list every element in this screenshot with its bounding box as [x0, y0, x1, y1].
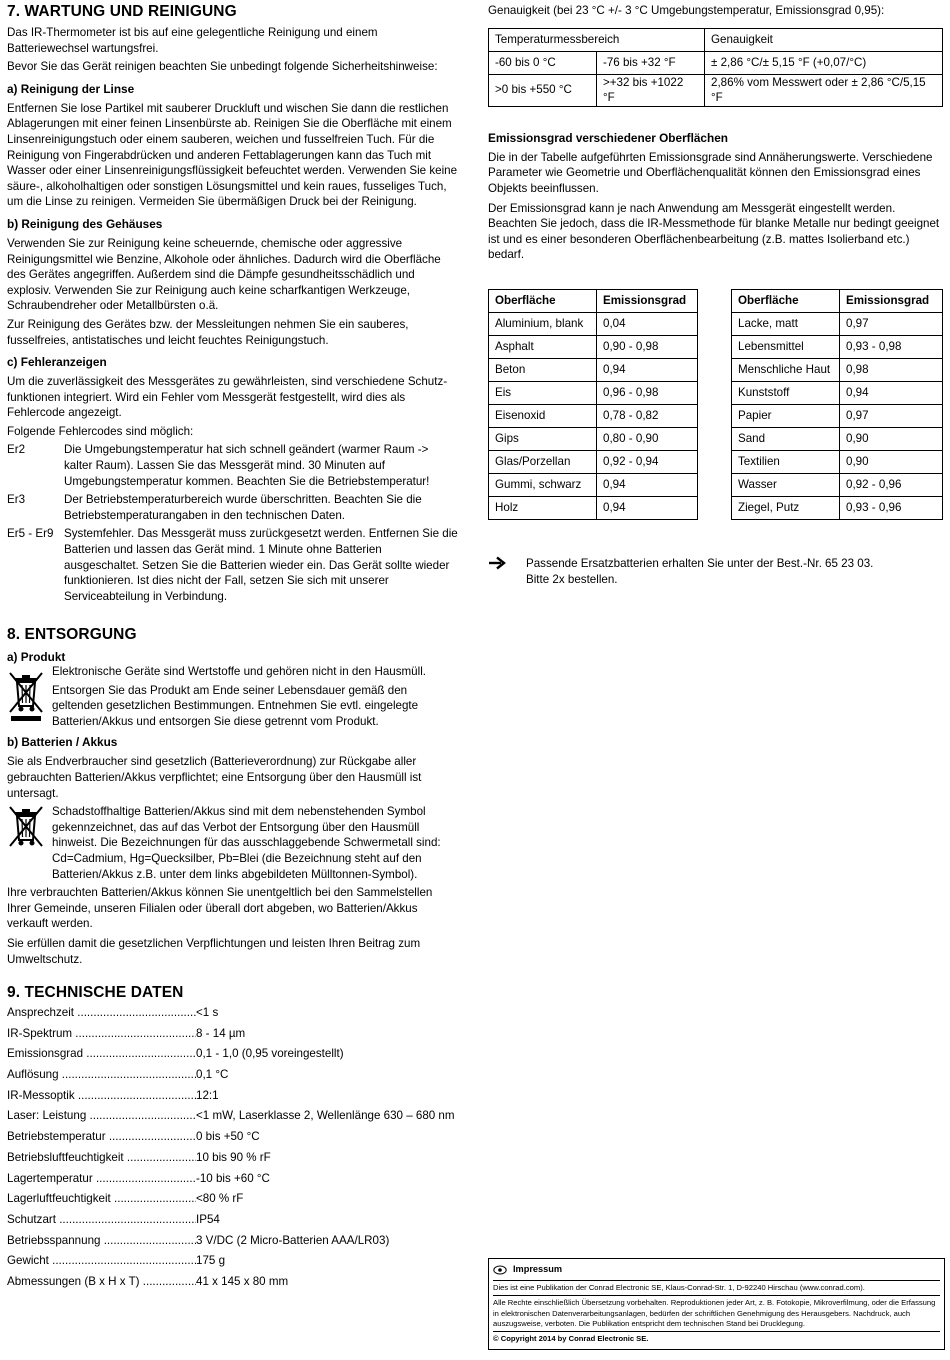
table-cell: 0,92 - 0,96	[840, 473, 943, 496]
accuracy-table	[488, 28, 943, 107]
table-header: Oberfläche	[732, 289, 840, 312]
paragraph: Die in der Tabelle aufgeführten Emissionsgrade sind Annäherungswerte. Verschiedene Parameter wie Geometrie und Oberflächenqualität können den Emissionsgrad eines Objekts beeinflussen.	[488, 150, 933, 195]
table-cell: 0,98	[840, 358, 943, 381]
table-header-row	[489, 28, 943, 51]
paragraph: Sie als Endverbraucher sind gesetzlich (Batterieverordnung) zur Rückgabe aller gebrauchten Batterien/Akkus verpflichtet; eine Entsorgung über den Hausmüll ist untersagt.	[7, 755, 422, 800]
error-code: Er2	[7, 443, 26, 457]
table-cell: -60 bis 0 °C	[489, 51, 597, 74]
table-cell: Wasser	[732, 473, 840, 496]
eye-icon	[493, 1265, 507, 1275]
tech-row	[7, 1189, 459, 1210]
error-item	[7, 442, 459, 489]
paragraph: Der Emissionsgrad kann je nach Anwendung am Messgerät eingestellt werden. Beachten Sie jedoch, dass die IR-Messmethode für blanke Metalle nur bedingt geeignet ist und es einer besonderen Oberflächenbearbeitung (z.B. mattes Isolierband etc.) bedarf.	[488, 201, 940, 262]
tech-value: 0 bis +50 °C	[196, 1130, 260, 1144]
section-wartung	[7, 3, 459, 604]
tech-value: 41 x 145 x 80 mm	[196, 1274, 289, 1288]
table-cell: Glas/Porzellan	[489, 450, 597, 473]
subsection-title: b) Reinigung des Gehäuses	[7, 216, 163, 231]
tech-row	[7, 1106, 459, 1127]
paragraph: Sie erfüllen damit die gesetzlichen Verpflichtungen und leisten Ihren Beitrag zum Umweltschutz.	[7, 936, 421, 966]
tech-row	[7, 1231, 459, 1252]
impressum-box	[488, 1258, 945, 1350]
tech-value: <1 mW, Laserklasse 2, Wellenlänge 630 – 680 nm	[196, 1109, 455, 1123]
table-cell: Ziegel, Putz	[732, 496, 840, 519]
impressum-rights: Alle Rechte einschließlich Übersetzung vorbehalten. Reproduktionen jeder Art, z. B. Fotokopie, Mikroverfilmung, oder die Erfassung in elektronischen Datenverarbeitungsanlagen, bedürfen der schriftlichen Genehmigung des Herausgebers. Nachdruck, auch auszugsweise, verboten. Die Publikation entspricht dem technischen Stand bei Drucklegung.	[493, 1295, 940, 1331]
tech-value: 3 V/DC (2 Micro-Batterien AAA/LR03)	[196, 1233, 390, 1247]
arrow-right-icon	[488, 556, 526, 587]
table-cell: 0,97	[840, 312, 943, 335]
tech-key: Betriebsspannung .....	[7, 1231, 196, 1252]
table-cell: Lebensmittel	[732, 335, 840, 358]
table-cell: Lacke, matt	[732, 312, 840, 335]
error-list	[7, 442, 459, 604]
subsection-title: Emissionsgrad verschiedener Oberflächen	[488, 130, 728, 145]
section-entsorgung	[7, 626, 459, 967]
table-cell: 0,90 - 0,98	[597, 335, 698, 358]
paragraph: Ihre verbrauchten Batterien/Akkus können Sie unentgeltlich bei den Sammelstellen Ihrer Gemeinde, unseren Filialen oder überall dort abgeben, wo Batterien/Akkus verkauft werden.	[7, 886, 433, 931]
tech-row	[7, 1086, 459, 1107]
table-header: Emissionsgrad	[597, 289, 698, 312]
impressum-copyright: © Copyright 2014 by Conrad Electronic SE.	[493, 1331, 940, 1346]
tech-value: IP54	[196, 1212, 220, 1226]
crossed-out-bin-icon	[7, 670, 52, 729]
table-row	[732, 473, 943, 496]
table-cell: Gips	[489, 427, 597, 450]
paragraph: Verwenden Sie zur Reinigung keine scheuernde, chemische oder aggressive Reinigungsmittel wie Benzine, Alkohole oder ähnliches. Dadurch wird die Oberfläche des Gerätes angegriffen. Außerdem sind die Dämpfe gesundheitsschädlich und explosiv. Verwenden Sie zur Reinigung auch keine scharfkantigen Werkzeuge, Schraubendreher oder Metallbürsten o.ä.	[7, 236, 441, 313]
table-cell: 0,96 - 0,98	[597, 381, 698, 404]
impressum-header	[489, 1259, 944, 1280]
produkt-block	[7, 665, 459, 729]
error-text: Systemfehler. Das Messgerät muss zurückgesetzt werden. Entfernen Sie die Batterien und lassen das Gerät mind. 1 Minute ohne Batterien ausgeschaltet. Setzen Sie die Batterien wieder ein. Das Gerät sollte wieder funktionieren. Ist dies nicht der Fall, setzen Sie sich mit unserer Serviceabteilung in Verbindung.	[64, 527, 458, 603]
table-row	[732, 312, 943, 335]
tech-key: Laser: Leistung .....	[7, 1106, 196, 1127]
tech-value: 0,1 - 1,0 (0,95 voreingestellt)	[196, 1047, 344, 1061]
tech-key: Auflösung .....	[7, 1065, 196, 1086]
tech-row	[7, 1024, 459, 1045]
table-cell: >+32 bis +1022 °F	[597, 74, 705, 106]
paragraph: Bitte 2x bestellen.	[526, 572, 618, 586]
table-cell: -76 bis +32 °F	[597, 51, 705, 74]
tech-key: Gewicht .....	[7, 1251, 196, 1272]
tech-key: Schutzart .....	[7, 1210, 196, 1231]
ersatz-note	[488, 556, 943, 587]
section-title: 8. ENTSORGUNG	[7, 626, 137, 643]
table-row	[489, 450, 698, 473]
table-header: Genauigkeit	[705, 28, 943, 51]
paragraph: Folgende Fehlercodes sind möglich:	[7, 424, 194, 438]
table-header: Temperaturmessbereich	[489, 28, 705, 51]
table-cell: 2,86% vom Messwert oder ± 2,86 °C/5,15 °F	[705, 74, 943, 106]
table-cell: 0,90	[840, 450, 943, 473]
table-header: Emissionsgrad	[840, 289, 943, 312]
tech-key: Ansprechzeit .....	[7, 1003, 196, 1024]
table-cell: ± 2,86 °C/± 5,15 °F (+0,07/°C)	[705, 51, 943, 74]
table-cell: 0,93 - 0,96	[840, 496, 943, 519]
table-row	[489, 335, 698, 358]
tech-row	[7, 1210, 459, 1231]
paragraph: Entfernen Sie lose Partikel mit sauberer Druckluft und wischen Sie dann die restlichen Ablagerungen mit einer feinen Linsenbürste ab. Reinigen Sie die Oberfläche mit einem Linsenreinigungstuch oder einem sauberen, weichen und fusselfreien Tuch. Für die Reinigung von Fingerabdrücken und anderen Fettablagerungen kann das Tuch mit Wasser oder einer Linsenreinigungsflüssigkeit befeuchtet werden. Verwenden Sie keine säure-, alkoholhaltigen oder sonstigen Lösungsmittel und kein raues, fusseliges Tuch, um die Linse zu reinigen. Vermeiden Sie übermäßigen Druck bei der Reinigung.	[7, 101, 458, 209]
error-item	[7, 526, 459, 604]
crossed-out-bin-icon	[7, 804, 52, 882]
error-text: Die Umgebungstemperatur hat sich schnell geändert (warmer Raum -> kalter Raum). Lassen Sie das Messgerät mind. 30 Minuten auf Umgebungstemperatur kommen. Beachten Sie die Betriebstemperatur!	[64, 443, 430, 488]
table-cell: Aluminium, blank	[489, 312, 597, 335]
tech-key: Emissionsgrad .....	[7, 1044, 196, 1065]
table-cell: 0,97	[840, 404, 943, 427]
tech-key: IR-Spektrum .....	[7, 1024, 196, 1045]
tech-value: <80 % rF	[196, 1192, 244, 1206]
tech-value: 12:1	[196, 1088, 219, 1102]
table-row	[732, 358, 943, 381]
table-row	[489, 473, 698, 496]
tech-key: Betriebstemperatur .....	[7, 1127, 196, 1148]
table-cell: Asphalt	[489, 335, 597, 358]
table-row	[732, 381, 943, 404]
tech-key: Abmessungen (B x H x T) .....	[7, 1272, 196, 1293]
table-row	[489, 427, 698, 450]
table-row	[489, 496, 698, 519]
table-cell: 0,94	[840, 381, 943, 404]
table-row	[489, 51, 943, 74]
table-header-row	[732, 289, 943, 312]
table-cell: >0 bis +550 °C	[489, 74, 597, 106]
impressum-title: Impressum	[513, 1264, 563, 1275]
paragraph: Passende Ersatzbatterien erhalten Sie unter der Best.-Nr. 65 23 03.	[526, 556, 874, 570]
tech-row	[7, 1251, 459, 1272]
tech-key: Lagertemperatur .....	[7, 1169, 196, 1190]
table-row	[489, 74, 943, 106]
table-cell: Eisenoxid	[489, 404, 597, 427]
table-cell: 0,80 - 0,90	[597, 427, 698, 450]
accuracy-caption: Genauigkeit (bei 23 °C +/- 3 °C Umgebungstemperatur, Emissionsgrad 0,95):	[488, 4, 885, 17]
paragraph: Zur Reinigung des Gerätes bzw. der Messleitungen nehmen Sie ein sauberes, fusselfreies, antistatisches und leicht feuchtes Reinigungstuch.	[7, 317, 409, 347]
tech-row	[7, 1148, 459, 1169]
table-cell: Papier	[732, 404, 840, 427]
table-cell: 0,92 - 0,94	[597, 450, 698, 473]
table-cell: 0,94	[597, 496, 698, 519]
table-header-row	[489, 289, 698, 312]
emission-tables	[488, 289, 943, 520]
right-column	[488, 3, 943, 587]
subsection-title: a) Reinigung der Linse	[7, 81, 135, 96]
tech-row	[7, 1065, 459, 1086]
table-row	[732, 496, 943, 519]
table-cell: Gummi, schwarz	[489, 473, 597, 496]
table-row	[489, 381, 698, 404]
tech-value: <1 s	[196, 1006, 219, 1019]
table-cell: 0,93 - 0,98	[840, 335, 943, 358]
batterien-block	[7, 804, 459, 882]
subsection-title: b) Batterien / Akkus	[7, 735, 118, 750]
tech-key: Betriebsluftfeuchtigkeit .....	[7, 1148, 196, 1169]
section-technische-daten	[7, 984, 459, 1293]
paragraph: Elektronische Geräte sind Wertstoffe und gehören nicht in den Hausmüll.	[52, 665, 427, 678]
table-cell: Menschliche Haut	[732, 358, 840, 381]
table-header: Oberfläche	[489, 289, 597, 312]
table-cell: Sand	[732, 427, 840, 450]
table-row	[489, 404, 698, 427]
tech-row	[7, 1044, 459, 1065]
table-cell: 0,04	[597, 312, 698, 335]
tech-row	[7, 1272, 459, 1293]
paragraph: Das IR-Thermometer ist bis auf eine gelegentliche Reinigung und einem Batteriewechsel wartungsfrei.	[7, 26, 378, 55]
tech-row	[7, 1003, 459, 1024]
table-cell: Kunststoff	[732, 381, 840, 404]
table-cell: 0,94	[597, 473, 698, 496]
table-cell: 0,94	[597, 358, 698, 381]
emission-table-right	[731, 289, 943, 520]
tech-data-list	[7, 1003, 459, 1293]
table-cell: Holz	[489, 496, 597, 519]
table-row	[732, 404, 943, 427]
tech-value: 8 - 14 µm	[196, 1026, 246, 1040]
table-row	[489, 312, 698, 335]
table-row	[489, 358, 698, 381]
tech-row	[7, 1127, 459, 1148]
impressum-publisher: Dies ist eine Publikation der Conrad Electronic SE, Klaus-Conrad-Str. 1, D-92240 Hirschau (www.conrad.com).	[493, 1280, 940, 1295]
error-code: Er3	[7, 493, 26, 507]
subsection-title: c) Fehleranzeigen	[7, 355, 107, 370]
error-text: Der Betriebstemperaturbereich wurde überschritten. Beachten Sie die Betriebstemperaturangaben in den technischen Daten.	[64, 493, 422, 522]
section-title: 9. TECHNISCHE DATEN	[7, 984, 184, 1001]
subsection-title: a) Produkt	[7, 650, 66, 664]
tech-key: IR-Messoptik .....	[7, 1086, 196, 1107]
table-cell: 0,90	[840, 427, 943, 450]
section-title: 7. WARTUNG UND REINIGUNG	[7, 3, 237, 20]
table-row	[732, 335, 943, 358]
table-cell: Beton	[489, 358, 597, 381]
tech-row	[7, 1169, 459, 1190]
tech-value: -10 bis +60 °C	[196, 1171, 270, 1185]
tech-key: Lagerluftfeuchtigkeit .....	[7, 1189, 196, 1210]
tech-value: 10 bis 90 % rF	[196, 1150, 271, 1164]
paragraph: Schadstoffhaltige Batterien/Akkus sind mit dem nebenstehenden Symbol gekennzeichnet, das auf das Verbot der Entsorgung über den Hausmüll hinweist. Die Bezeichnungen für das ausschlaggebende Schwermetall sind: Cd=Cadmium, Hg=Quecksilber, Pb=Blei (die Bezeichnung steht auf den Batterien/Akkus z.B. unter dem links abgebildeten Mülltonnen-Symbol).	[52, 805, 441, 881]
error-item	[7, 492, 459, 523]
table-row	[732, 427, 943, 450]
tech-value: 0,1 °C	[196, 1068, 229, 1082]
table-cell: Textilien	[732, 450, 840, 473]
paragraph: Bevor Sie das Gerät reinigen beachten Sie unbedingt folgende Sicherheitshinweise:	[7, 60, 438, 74]
error-code: Er5 - Er9	[7, 527, 54, 541]
emission-table-left	[488, 289, 698, 520]
table-cell: 0,78 - 0,82	[597, 404, 698, 427]
table-cell: Eis	[489, 381, 597, 404]
paragraph: Um die zuverlässigkeit des Messgerätes zu gewährleisten, sind verschiedene Schutzfunktionen integriert. Wird ein Fehler vom Messgerät festgestellt, wird dies als Fehlercode angezeigt.	[7, 375, 448, 420]
paragraph: Entsorgen Sie das Produkt am Ende seiner Lebensdauer gemäß den geltenden gesetzlichen Bestimmungen. Entnehmen Sie evtl. eingelegte Batterien/Akkus und entsorgen Sie diese getrennt vom Produkt.	[52, 683, 419, 728]
tech-value: 175 g	[196, 1254, 226, 1268]
table-row	[732, 450, 943, 473]
